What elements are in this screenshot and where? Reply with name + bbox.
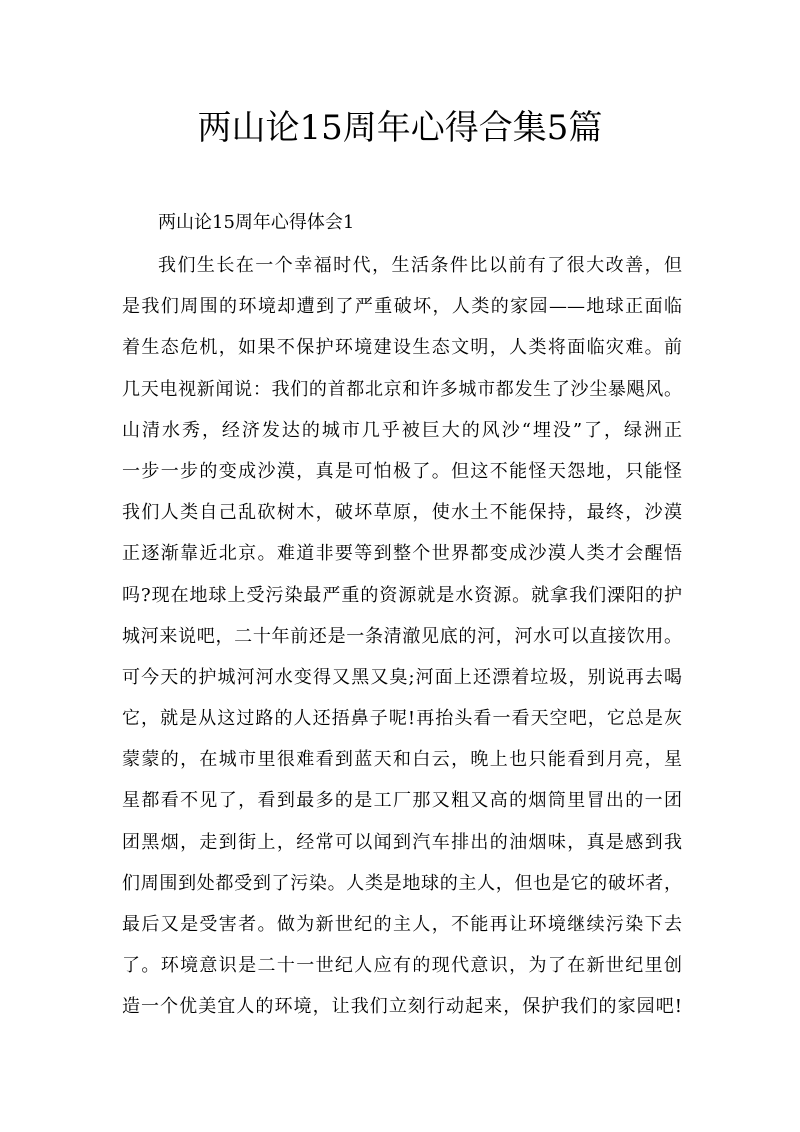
paragraph-line: 几天电视新闻说：我们的首都北京和许多城市都发生了沙尘暴飓风。: [122, 378, 682, 400]
paragraph-line: 它，就是从这过路的人还捂鼻子呢!再抬头看一看天空吧，它总是灰: [122, 708, 682, 730]
paragraph: [122, 251, 682, 1034]
paragraph-line: 们周围到处都受到了污染。人类是地球的主人，但也是它的破坏者，: [122, 872, 682, 894]
paragraph-line: 我们生长在一个幸福时代，生活条件比以前有了很大改善，但: [158, 255, 682, 276]
paragraph-line: 可今天的护城河河水变得又黑又臭;河面上还漂着垃圾，别说再去喝: [122, 666, 682, 688]
paragraph-line: 正逐渐靠近北京。难道非要等到整个世界都变成沙漠人类才会醒悟: [122, 543, 682, 565]
paragraph-line: 是我们周围的环境却遭到了严重破坏，人类的家园——地球正面临: [122, 296, 682, 318]
paragraph-line: 一步一步的变成沙漠，真是可怕极了。但这不能怪天怨地，只能怪: [122, 460, 682, 482]
paragraph-line: 城河来说吧，二十年前还是一条清澈见底的河，河水可以直接饮用。: [122, 625, 682, 647]
paragraph-line: 吗?现在地球上受污染最严重的资源就是水资源。就拿我们溧阳的护: [122, 584, 682, 606]
paragraph-line: 造一个优美宜人的环境，让我们立刻行动起来，保护我们的家园吧!: [122, 996, 682, 1018]
paragraph-line: 我们人类自己乱砍树木，破坏草原，使水土不能保持，最终，沙漠: [122, 502, 682, 524]
paragraph-line: 了。环境意识是二十一世纪人应有的现代意识，为了在新世纪里创: [122, 955, 682, 977]
section-heading: 两山论15周年心得体会1: [158, 212, 355, 233]
paragraph-line: 蒙蒙的，在城市里很难看到蓝天和白云，晚上也只能看到月亮，星: [122, 749, 682, 771]
paragraph-line: 团黑烟，走到街上，经常可以闻到汽车排出的油烟味，真是感到我: [122, 831, 682, 853]
paragraph-line: 山清水秀，经济发达的城市几乎被巨大的风沙“埋没”了，绿洲正: [122, 419, 682, 441]
paragraph-line: 最后又是受害者。做为新世纪的主人，不能再让环境继续污染下去: [122, 914, 682, 935]
document-title: 两山论15周年心得合集5篇: [197, 108, 603, 148]
paragraph-line: 着生态危机，如果不保护环境建设生态文明，人类将面临灾难。前: [122, 337, 682, 359]
paragraph-line: 星都看不见了，看到最多的是工厂那又粗又高的烟筒里冒出的一团: [122, 790, 682, 812]
